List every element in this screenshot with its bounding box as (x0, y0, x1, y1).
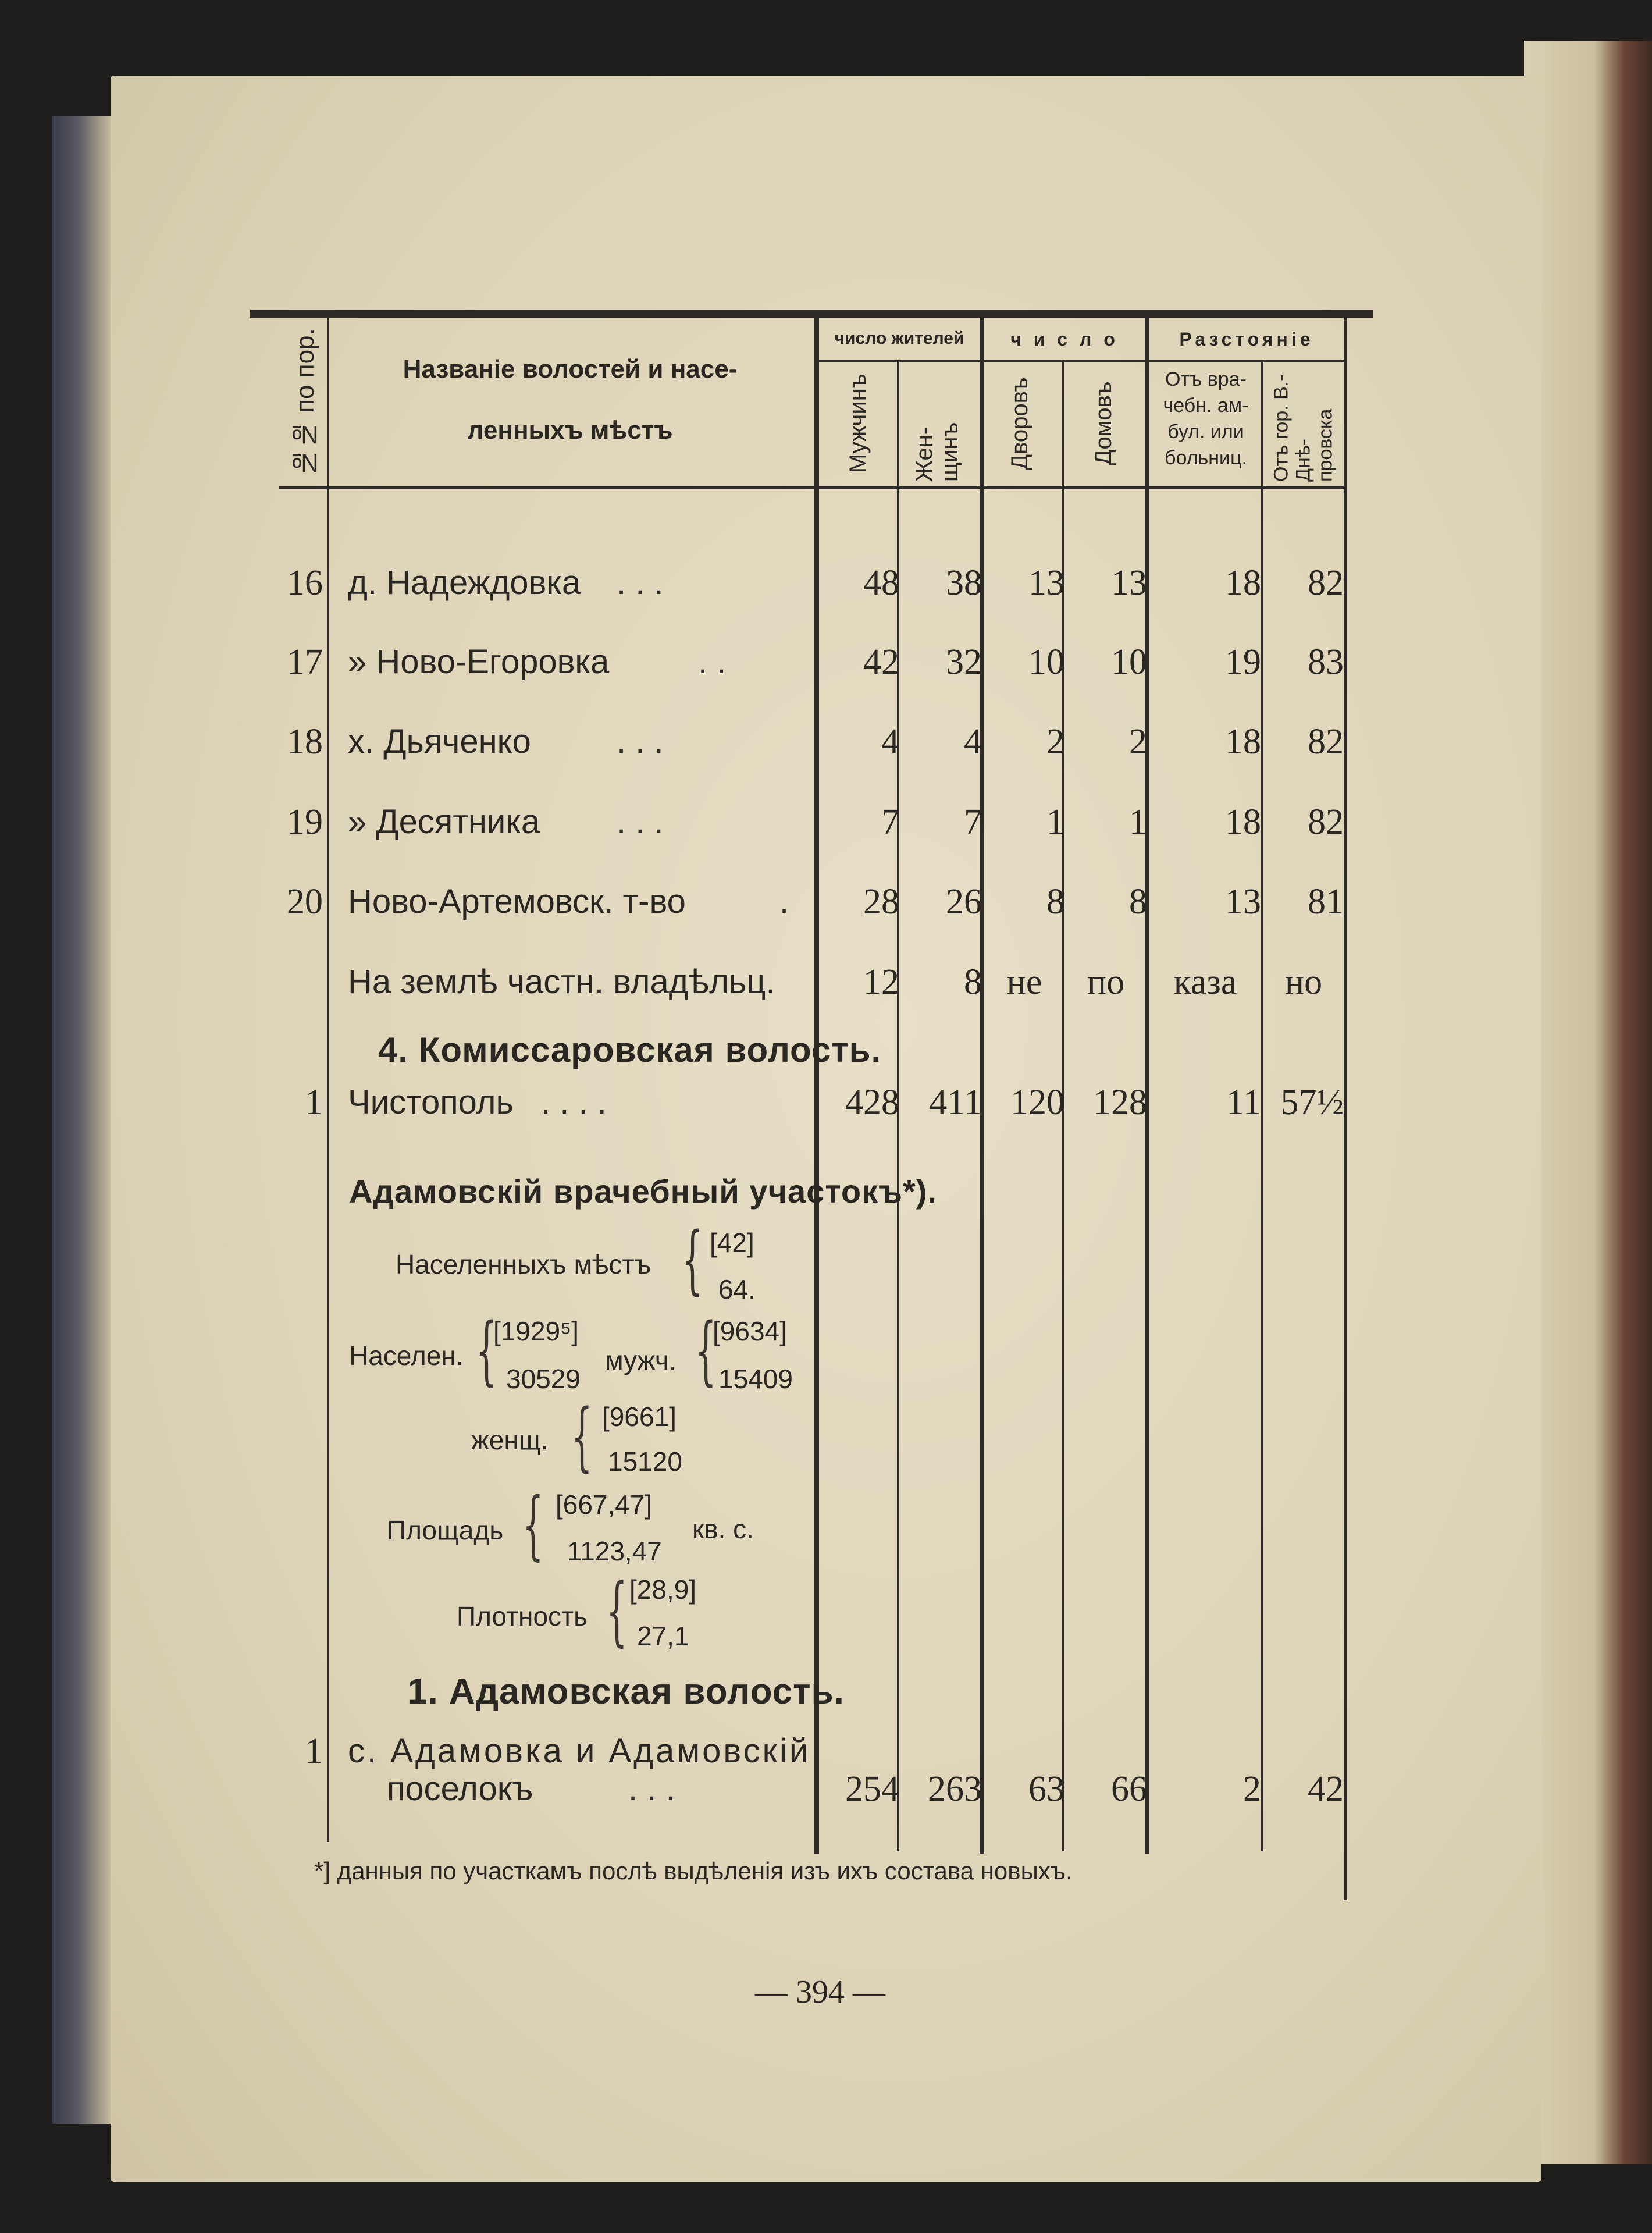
cell-women: 411 (929, 1083, 982, 1122)
men-new: 15409 (718, 1364, 793, 1394)
col-sep-1 (327, 318, 329, 1842)
header-bottom-rule (279, 486, 1344, 489)
row-no: 19 (287, 802, 323, 842)
cell-dist-med: каза (1173, 962, 1237, 1002)
row-name: На землѣ частн. владѣльц. (348, 963, 775, 1001)
row-dots: . (779, 883, 789, 920)
cell-dist-med: 2 (1243, 1769, 1261, 1809)
area-old: [667,47] (556, 1489, 653, 1520)
cell-yards: 10 (1028, 642, 1064, 682)
cell-women: 8 (964, 962, 982, 1002)
cell-women: 263 (928, 1769, 982, 1809)
cell-women: 32 (946, 642, 982, 682)
header-col-yards: Дворовъ (1007, 377, 1032, 470)
table-top-rule (250, 310, 1373, 318)
cell-yards: не (1006, 962, 1042, 1002)
row-name: » Десятника (348, 803, 540, 841)
women-old: [9661] (602, 1402, 677, 1432)
row-no: 17 (287, 642, 323, 682)
header-dist-med-line: больниц. (1165, 447, 1247, 469)
cell-yards: 120 (1010, 1083, 1064, 1122)
header-col-no: №№ по пор. (291, 328, 319, 478)
cell-dist-city: 82 (1308, 722, 1344, 762)
brace-icon: { (606, 1568, 628, 1655)
header-group-distance: Разстояніе (1179, 329, 1314, 350)
book-edge-right (1524, 41, 1652, 2164)
row-name-line1: с. Адамовка и Адамовскій (348, 1732, 811, 1770)
cell-dist-city: но (1284, 962, 1323, 1002)
brace-icon: { (476, 1307, 497, 1394)
cell-yards: 2 (1046, 722, 1064, 762)
men-label: мужч. (605, 1345, 677, 1375)
cell-dist-med: 18 (1225, 722, 1261, 762)
cell-houses: 128 (1093, 1083, 1147, 1122)
cell-dist-med: 19 (1225, 642, 1261, 682)
cell-women: 7 (964, 802, 982, 842)
brace-icon: { (522, 1482, 544, 1569)
row-name: Чистополь (348, 1083, 514, 1121)
page-number: — 394 — (755, 1974, 885, 2010)
cell-dist-city: 57½ (1280, 1083, 1344, 1122)
cell-women: 26 (946, 882, 982, 922)
cell-women: 4 (964, 722, 982, 762)
cell-men: 42 (863, 642, 899, 682)
cell-houses: по (1087, 962, 1125, 1002)
density-new: 27,1 (637, 1621, 689, 1651)
brace-icon: { (682, 1217, 703, 1303)
row-no: 18 (287, 722, 323, 762)
brace-icon: { (571, 1393, 593, 1480)
cell-dist-city: 81 (1308, 882, 1344, 922)
places-label: Населенныхъ мѣстъ (396, 1249, 651, 1279)
cell-dist-med: 18 (1225, 563, 1261, 603)
row-dots: . . . (628, 1770, 675, 1808)
cell-men: 254 (845, 1769, 899, 1809)
table-right-rule (1344, 318, 1347, 1900)
pop-new: 30529 (506, 1364, 581, 1394)
cell-yards: 63 (1028, 1769, 1064, 1809)
col-sep-2 (814, 318, 819, 1854)
row-no: 1 (305, 1083, 323, 1122)
area-label: Площадь (387, 1515, 504, 1545)
cell-yards: 8 (1046, 882, 1064, 922)
places-new: 64. (718, 1274, 756, 1304)
row-no: 16 (287, 563, 323, 603)
cell-dist-med: 11 (1226, 1083, 1261, 1122)
row-dots: . . . (617, 803, 664, 841)
density-label: Плотность (457, 1601, 588, 1631)
cell-houses: 13 (1111, 563, 1147, 603)
cell-men: 4 (881, 722, 899, 762)
cell-dist-city: 42 (1308, 1769, 1344, 1809)
density-old: [28,9] (629, 1574, 697, 1605)
cell-dist-med: 18 (1225, 802, 1261, 842)
row-dots: . . . (617, 564, 664, 602)
row-no: 20 (287, 882, 323, 922)
cell-houses: 8 (1129, 882, 1147, 922)
header-col-dist-med (1151, 367, 1261, 471)
cell-men: 428 (845, 1083, 899, 1122)
header-group-count: ч и с л о (1010, 329, 1119, 350)
cell-dist-city: 83 (1308, 642, 1344, 682)
header-col-men: Мужчинъ (845, 374, 871, 474)
row-name: Ново-Артемовск. т-во (348, 883, 686, 920)
row-name-line2: поселокъ (387, 1770, 533, 1808)
area-new: 1123,47 (567, 1536, 662, 1566)
row-dots: . . . (617, 723, 664, 760)
cell-houses: 66 (1111, 1769, 1147, 1809)
section-title-adamovskaya: 1. Адамовская волость. (407, 1672, 845, 1712)
brace-icon: { (695, 1307, 717, 1394)
cell-men: 12 (863, 962, 899, 1002)
row-no: 1 (305, 1731, 323, 1771)
header-col-houses: Домовъ (1091, 381, 1116, 466)
header-dist-med-line: Отъ вра- (1165, 368, 1247, 390)
women-label: женщ. (471, 1425, 549, 1455)
pop-label: Населен. (349, 1340, 464, 1371)
row-name: д. Надеждовка (348, 564, 581, 602)
cell-houses: 1 (1129, 802, 1147, 842)
header-col-name-line2: ленныхъ мѣстъ (467, 416, 673, 445)
header-group-population: число жителей (834, 329, 964, 348)
group-sub-rule (814, 360, 1344, 362)
header-dist-med-line: чебн. ам- (1163, 394, 1249, 417)
district-title: Адамовскій врачебный участокъ*). (349, 1173, 937, 1210)
row-dots: . . . . (541, 1083, 607, 1121)
area-unit: кв. с. (692, 1514, 754, 1544)
cell-houses: 10 (1111, 642, 1147, 682)
cell-yards: 1 (1046, 802, 1064, 842)
row-name: » Ново-Егоровка (348, 643, 610, 681)
header-dist-med-line: бул. или (1167, 421, 1244, 443)
places-old: [42] (710, 1228, 754, 1258)
row-name: х. Дьяченко (348, 723, 531, 760)
header-col-name-line1: Названіе волостей и насе- (403, 355, 738, 383)
cell-yards: 13 (1028, 563, 1064, 603)
section-title-komissarovskaya: 4. Комиссаровская волость. (378, 1030, 882, 1069)
header-col-dist-city: Отъ гор. В.-Днѣ- провска (1270, 374, 1337, 482)
header-col-women: Жен- щинъ (912, 422, 963, 482)
cell-dist-city: 82 (1308, 563, 1344, 603)
cell-men: 28 (863, 882, 899, 922)
row-dots: . . (698, 643, 727, 681)
cell-men: 48 (863, 563, 899, 603)
cell-men: 7 (881, 802, 899, 842)
women-new: 15120 (608, 1446, 682, 1477)
men-old: [9634] (713, 1316, 787, 1346)
cell-houses: 2 (1129, 722, 1147, 762)
cell-women: 38 (946, 563, 982, 603)
cell-dist-city: 82 (1308, 802, 1344, 842)
pop-old: [1929⁵] (493, 1316, 579, 1346)
cell-dist-med: 13 (1225, 882, 1261, 922)
footnote: *] данныя по участкамъ послѣ выдѣленія изъ ихъ состава новыхъ. (314, 1857, 1073, 1884)
